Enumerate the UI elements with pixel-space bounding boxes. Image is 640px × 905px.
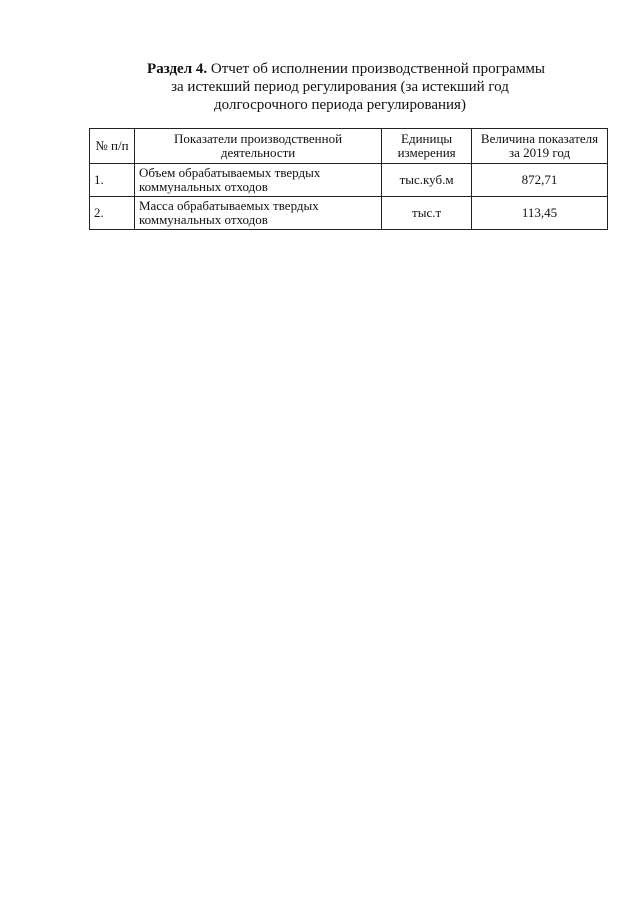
- row-indicator: Масса обрабатываемых твердых коммунальных отходов: [134, 197, 381, 230]
- heading-line-3: долгосрочного периода регулирования): [214, 97, 466, 113]
- heading-line-1-text: Отчет об исполнении производственной программы: [207, 61, 545, 77]
- table-row: [90, 197, 608, 230]
- row-number: 1.: [90, 164, 135, 197]
- header-value: Величина показателя за 2019 год: [472, 129, 608, 164]
- heading-line-2: за истекший период регулирования (за истекший год: [171, 79, 509, 95]
- row-number: 2.: [90, 197, 135, 230]
- table-row: [90, 164, 608, 197]
- section-label: Раздел 4.: [147, 61, 208, 77]
- row-value: 872,71: [472, 164, 608, 197]
- row-units: тыс.куб.м: [382, 164, 472, 197]
- section-heading: [0, 60, 640, 114]
- row-value: 113,45: [472, 197, 608, 230]
- production-program-table: [89, 128, 608, 230]
- table-header-row: [90, 129, 608, 164]
- header-units: Единицы измерения: [382, 129, 472, 164]
- header-number: № п/п: [90, 129, 135, 164]
- header-indicator: Показатели производственной деятельности: [134, 129, 381, 164]
- row-units: тыс.т: [382, 197, 472, 230]
- heading-line-1: [0, 60, 640, 78]
- row-indicator: Объем обрабатываемых твердых коммунальных отходов: [134, 164, 381, 197]
